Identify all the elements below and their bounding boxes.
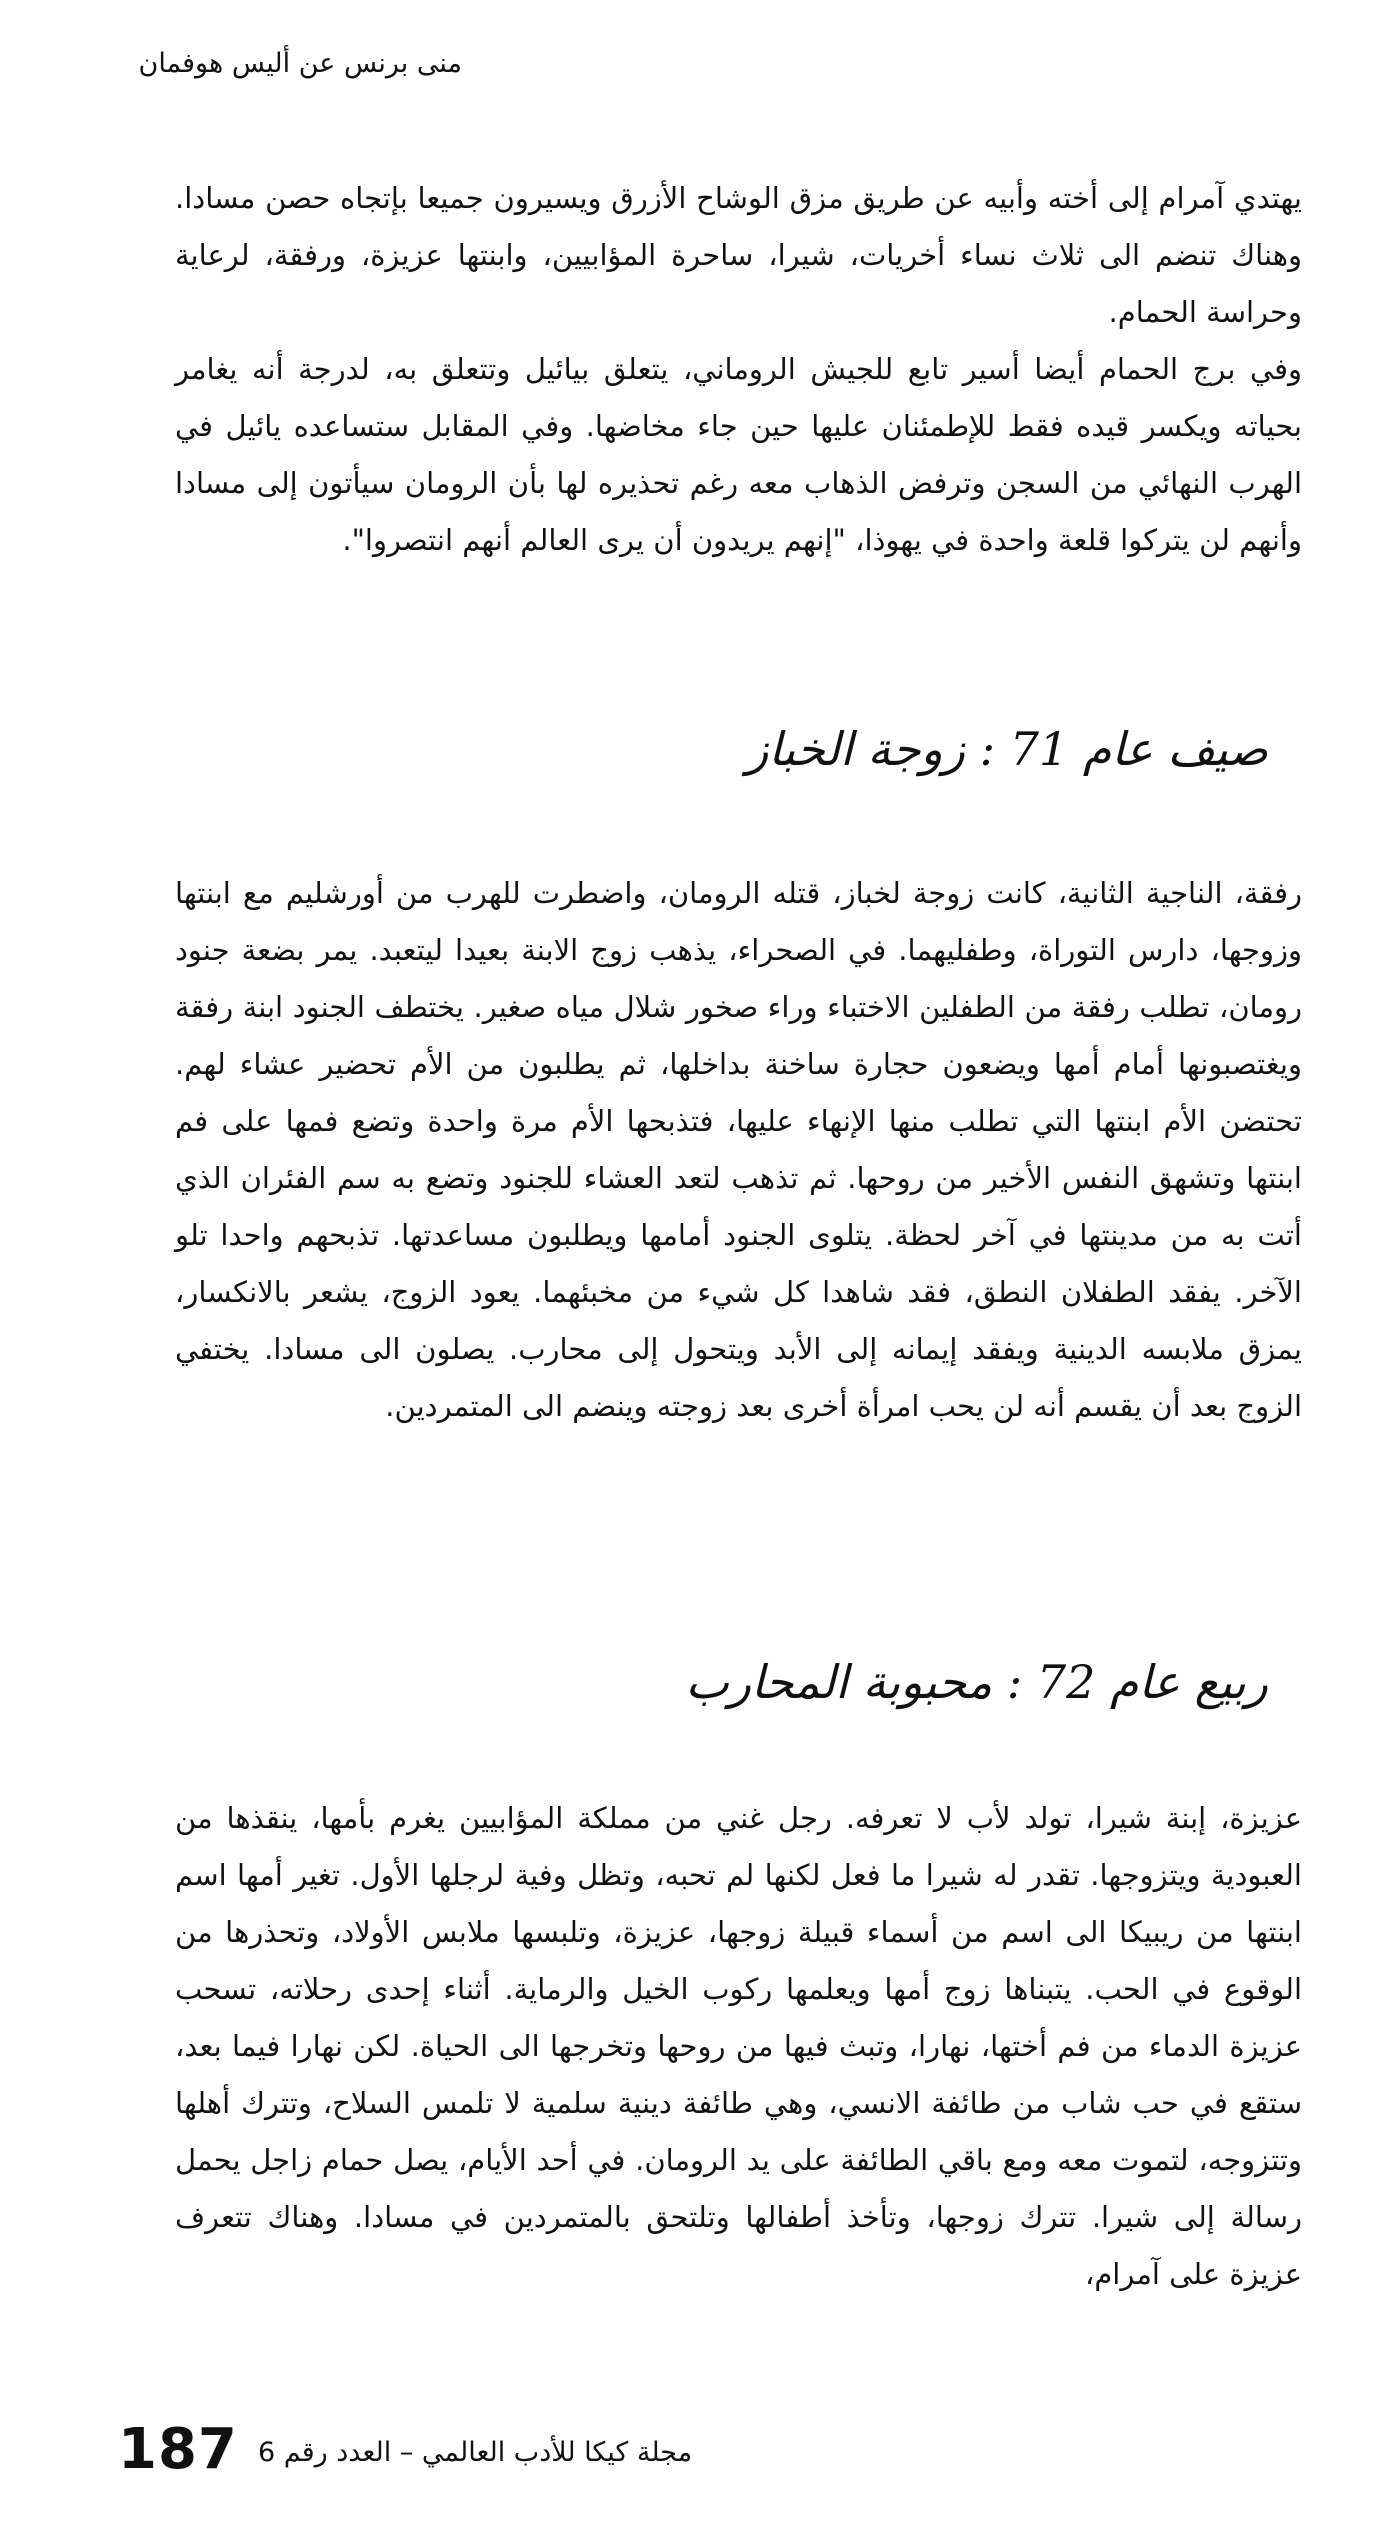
- intro-text: [175, 170, 1302, 569]
- paragraph: رفقة، الناجية الثانية، كانت زوجة لخباز، قتله الرومان، واضطرت للهرب من أورشليم مع ابنتها وزوجها، دارس التوراة، وطفليهما. في الصحراء، يذهب زوج الابنة بعيدا ليتعبد. يمر بضعة جنود رومان، تطلب رفقة من الطفلين الاختباء وراء صخور شلال مياه صغير. يختطف الجنود ابنة رفقة ويغتصبونها أمام أمها ويضعون حجارة ساخنة بداخلها، ثم يطلبون من الأم تحضير عشاء لهم. تحتضن الأم ابنتها التي تطلب منها الإنهاء عليها، فتذبحها الأم مرة واحدة وتضع فمها على فم ابنتها وتشهق النفس الأخير من روحها. ثم تذهب لتعد العشاء للجنود وتضع به سم الفئران الذي أتت به من مدينتها في آخر لحظة. يتلوى الجنود أمامها ويطلبون مساعدتها. تذبحهم واحدا تلو الآخر. يفقد الطفلان النطق، فقد شاهدا كل شيء من مخبئهما. يعود الزوج، يشعر بالانكسار، يمزق ملابسه الدينية ويفقد إيمانه إلى الأبد ويتحول إلى محارب. يصلون الى مسادا. يختفي الزوج بعد أن يقسم أنه لن يحب امرأة أخرى بعد زوجته وينضم الى المتمردين.: [175, 876, 1302, 1423]
- journal-title: مجلة كيكا للأدب العالمي – العدد رقم 6: [258, 2437, 693, 2468]
- running-header: منى برنس عن أليس هوفمان: [138, 48, 462, 79]
- section-heading: صيف عام 71 : زوجة الخباز: [746, 722, 1268, 776]
- section-71-text: [175, 865, 1302, 1435]
- section-heading: ربيع عام 72 : محبوبة المحارب: [685, 1655, 1268, 1709]
- paragraph: يهتدي آمرام إلى أخته وأبيه عن طريق مزق الوشاح الأزرق ويسيرون جميعا بإتجاه حصن مسادا. وهناك تنضم الى ثلاث نساء أخريات، شيرا، ساحرة المؤابيين، وابنتها عزيزة، ورفقة، لرعاية وحراسة الحمام.: [175, 181, 1302, 329]
- paragraph: وفي برج الحمام أيضا أسير تابع للجيش الروماني، يتعلق بيائيل وتتعلق به، لدرجة أنه يغامر بحياته ويكسر قيده فقط للإطمئنان عليها حين جاء مخاضها. وفي المقابل ستساعده يائيل في الهرب النهائي من السجن وترفض الذهاب معه رغم تحذيره لها بأن الرومان سيأتون إلى مسادا وأنهم لن يتركوا قلعة واحدة في يهوذا، "إنهم يريدون أن يرى العالم أنهم انتصروا".: [175, 352, 1302, 557]
- page-number: 187: [118, 2417, 238, 2482]
- page-footer: [118, 2415, 818, 2495]
- section-72-text: [175, 1790, 1302, 2303]
- paragraph: عزيزة، إبنة شيرا، تولد لأب لا تعرفه. رجل غني من مملكة المؤابيين يغرم بأمها، ينقذها من العبودية ويتزوجها. تقدر له شيرا ما فعل لكنها لم تحبه، وتظل وفية لرجلها الأول. تغير أمها اسم ابنتها من ريبيكا الى اسم من أسماء قبيلة زوجها، عزيزة، وتلبسها ملابس الأولاد، وتحذرها من الوقوع في الحب. يتبناها زوج أمها ويعلمها ركوب الخيل والرماية. أثناء إحدى رحلاته، تسحب عزيزة الدماء من فم أختها، نهارا، وتبث فيها من روحها وتخرجها الى الحياة. لكن نهارا فيما بعد، ستقع في حب شاب من طائفة الانسي، وهي طائفة دينية سلمية لا تلمس السلاح، وتترك أهلها وتتزوجه، لتموت معه ومع باقي الطائفة على يد الرومان. في أحد الأيام، يصل حمام زاجل يحمل رسالة إلى شيرا. تترك زوجها، وتأخذ أطفالها وتلتحق بالمتمردين في مسادا. وهناك تتعرف عزيزة على آمرام،: [175, 1801, 1302, 2291]
